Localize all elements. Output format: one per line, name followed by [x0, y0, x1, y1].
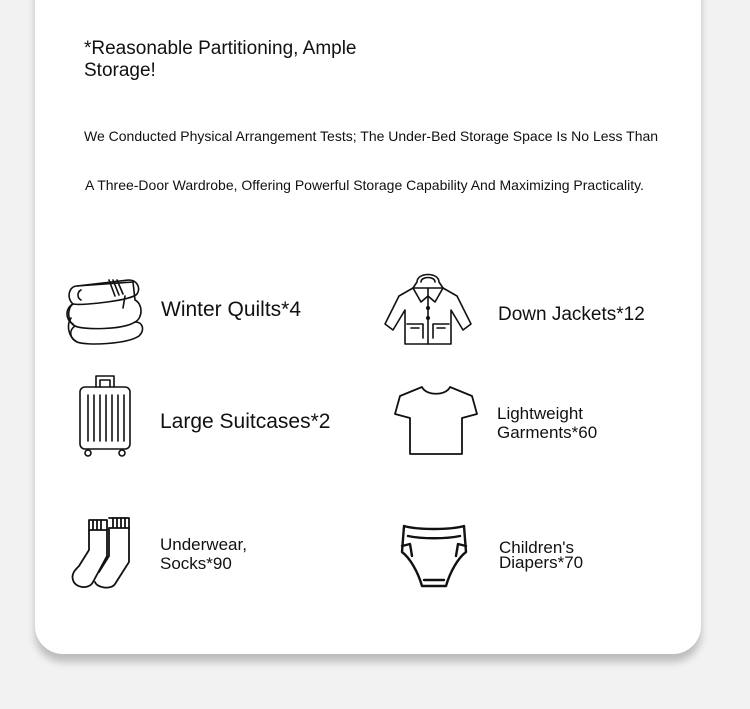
- socks-icon: [71, 516, 133, 590]
- item-label-lightweight-line2: Garments*60: [497, 423, 598, 442]
- item-label-underwear-line1: Underwear,: [160, 535, 247, 554]
- jacket-icon: [383, 268, 473, 348]
- headline: *Reasonable Partitioning, Ample Storage!: [84, 38, 357, 81]
- diaper-icon: [398, 522, 470, 590]
- item-label-diapers-line2: Diapers*70: [499, 553, 584, 572]
- item-label-large-suitcases: Large Suitcases*2: [160, 410, 331, 433]
- description-line-2: A Three-Door Wardrobe, Offering Powerful Storage Capability And Maximizing Practicality.: [85, 177, 644, 193]
- tshirt-icon: [394, 384, 478, 456]
- item-label-lightweight-line1: Lightweight: [497, 404, 584, 423]
- item-label-down-jackets: Down Jackets*12: [498, 304, 645, 325]
- item-label-winter-quilts: Winter Quilts*4: [161, 298, 302, 321]
- description-line-1: We Conducted Physical Arrangement Tests; The Under-Bed Storage Space Is No Less Than: [84, 128, 659, 144]
- item-label-diapers-line1: Children's: [499, 538, 575, 557]
- suitcase-icon: [76, 373, 134, 459]
- quilt-icon: [63, 278, 147, 348]
- item-label-underwear-line2: Socks*90: [160, 554, 232, 573]
